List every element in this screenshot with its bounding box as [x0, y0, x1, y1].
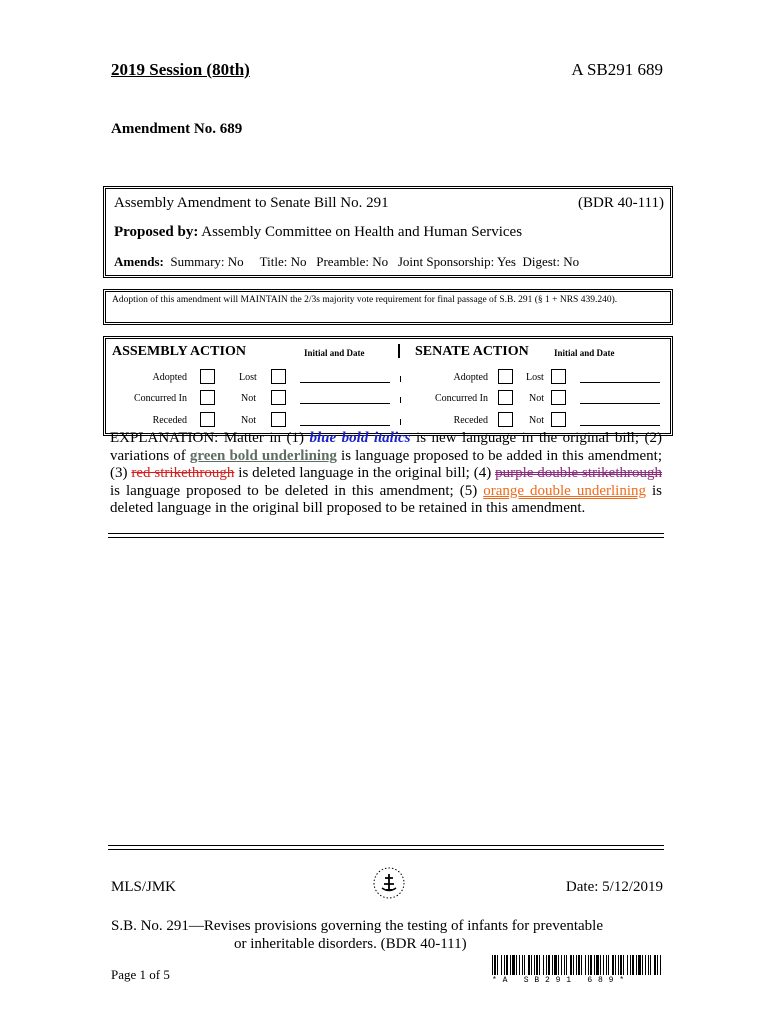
- senate-adopted-label: Adopted: [453, 372, 488, 383]
- assembly-concurred-not-label: Not: [241, 393, 256, 404]
- barcode-bar: [492, 955, 493, 975]
- assembly-action-title: ASSEMBLY ACTION: [112, 344, 246, 359]
- barcode-bar: [504, 955, 505, 975]
- barcode-bar: [578, 955, 580, 975]
- bill-summary-line-2: or inheritable disorders. (BDR 40-111): [234, 936, 467, 952]
- document-code: A SB291 689: [571, 60, 663, 79]
- senate-receded-signature-line[interactable]: [580, 425, 660, 426]
- assembly-concurred-checkbox[interactable]: [200, 390, 215, 405]
- amendment-number: Amendment No. 689: [111, 121, 243, 137]
- senate-concurred-label: Concurred In: [434, 393, 488, 404]
- amends-value: Summary: No Title: No Preamble: No Joint Sponsorship: Yes Digest: No: [163, 254, 580, 269]
- barcode-bar: [618, 955, 619, 975]
- explanation-text: is deleted language in the original bill proposed to be retained in this amendment.: [110, 482, 663, 517]
- senate-receded-checkbox[interactable]: [498, 412, 513, 427]
- barcode-bar: [564, 955, 565, 975]
- barcode-bar: [645, 955, 646, 975]
- vote-notice-text: Adoption of this amendment will MAINTAIN the 2/3s majority vote requirement for final passage of S.B. 291 (§ 1 + NRS 439.240).: [112, 295, 618, 305]
- explanation-text: is deleted language in the original bill; (4): [234, 465, 496, 482]
- barcode-bar: [534, 955, 535, 975]
- assembly-lost-checkbox[interactable]: [271, 369, 286, 384]
- assembly-receded-signature-line[interactable]: [300, 425, 390, 426]
- barcode-bar: [654, 955, 656, 975]
- barcode-bar: [650, 955, 651, 975]
- amendment-title: Assembly Amendment to Senate Bill No. 291: [114, 195, 389, 211]
- barcode-bar: [497, 955, 498, 975]
- barcode-bar: [510, 955, 511, 975]
- assembly-adopted-label: Adopted: [152, 372, 187, 383]
- barcode-text: * A S B 2 9 1 6 8 9 *: [492, 976, 625, 985]
- action-box: [103, 336, 673, 436]
- assembly-adopted-signature-line[interactable]: [300, 382, 390, 383]
- senate-lost-label: Lost: [526, 372, 544, 383]
- explanation-text: EXPLANATION: Matter in (1): [110, 430, 310, 446]
- barcode-bar: [603, 955, 604, 975]
- barcode-bar: [501, 955, 502, 975]
- barcode-bar: [627, 955, 628, 975]
- senate-action-title: SENATE ACTION: [415, 344, 529, 359]
- barcode-bar: [638, 955, 641, 975]
- barcode-bar: [554, 955, 557, 975]
- explanation-paragraph: [110, 430, 662, 518]
- barcode-bar: [570, 955, 572, 975]
- action-divider: [398, 344, 400, 358]
- drafter-initials: MLS/JMK: [111, 879, 177, 895]
- assembly-concurred-label: Concurred In: [133, 393, 187, 404]
- barcode-icon: [492, 955, 662, 975]
- barcode-bar: [573, 955, 574, 975]
- barcode-bar: [539, 955, 540, 975]
- senate-adopted-signature-line[interactable]: [580, 382, 660, 383]
- barcode-bar: [512, 955, 515, 975]
- amends-line: [114, 254, 579, 270]
- explanation-text: is language proposed to be added in this amendment; (3): [110, 447, 662, 482]
- barcode-bar: [636, 955, 637, 975]
- state-seal-icon: [372, 866, 406, 900]
- bill-summary-line-1: S.B. No. 291—Revises provisions governing the testing of infants for preventable: [111, 918, 604, 934]
- barcode-bar: [596, 955, 599, 975]
- barcode-bar: [612, 955, 614, 975]
- assembly-lost-label: Lost: [239, 372, 257, 383]
- barcode-bar: [585, 955, 586, 975]
- barcode-bar: [660, 955, 661, 975]
- legend-red-strikethrough: red strikethrough: [131, 465, 235, 482]
- separator-tick: [400, 376, 401, 382]
- senate-receded-label: Receded: [453, 415, 488, 426]
- barcode-bar: [657, 955, 658, 975]
- proposed-by-value: Assembly Committee on Health and Human Services: [201, 224, 523, 240]
- barcode-bar: [642, 955, 643, 975]
- barcode-bar: [561, 955, 562, 975]
- barcode-bar: [524, 955, 525, 975]
- assembly-receded-checkbox[interactable]: [200, 412, 215, 427]
- barcode-bar: [590, 955, 592, 975]
- barcode-bar: [600, 955, 601, 975]
- barcode-bar: [516, 955, 517, 975]
- assembly-initial-date-label: Initial and Date: [304, 348, 365, 358]
- section-divider: [108, 533, 664, 538]
- barcode-bar: [606, 955, 607, 975]
- assembly-receded-not-checkbox[interactable]: [271, 412, 286, 427]
- barcode-bar: [630, 955, 631, 975]
- legend-green-bold-underlining: green bold underlining: [189, 447, 337, 464]
- barcode-bar: [632, 955, 634, 975]
- barcode-bar: [588, 955, 589, 975]
- barcode-bar: [519, 955, 520, 975]
- barcode-bar: [536, 955, 538, 975]
- amendment-info-box: [103, 186, 673, 278]
- barcode-bar: [543, 955, 544, 975]
- senate-concurred-not-label: Not: [529, 393, 544, 404]
- barcode-bar: [648, 955, 649, 975]
- barcode-bar: [522, 955, 523, 975]
- separator-tick: [400, 397, 401, 403]
- senate-receded-not-label: Not: [529, 415, 544, 426]
- senate-receded-not-checkbox[interactable]: [551, 412, 566, 427]
- explanation-text: is new language in the original bill; (2) variations of: [110, 430, 663, 464]
- assembly-receded-label: Receded: [152, 415, 187, 426]
- senate-adopted-checkbox[interactable]: [498, 369, 513, 384]
- assembly-receded-not-label: Not: [241, 415, 256, 426]
- separator-tick: [400, 419, 401, 425]
- barcode-bar: [548, 955, 550, 975]
- barcode-bar: [566, 955, 567, 975]
- senate-concurred-checkbox[interactable]: [498, 390, 513, 405]
- barcode-bar: [576, 955, 577, 975]
- senate-lost-checkbox[interactable]: [551, 369, 566, 384]
- proposed-by: [114, 224, 522, 241]
- assembly-concurred-signature-line[interactable]: [300, 403, 390, 404]
- barcode-bar: [623, 955, 624, 975]
- barcode-bar: [615, 955, 616, 975]
- legend-blue-bold-italics: blue bold italics: [309, 430, 411, 446]
- bill-summary: [111, 917, 671, 953]
- barcode-bar: [620, 955, 622, 975]
- proposed-by-label: Proposed by:: [114, 224, 199, 240]
- page-number: Page 1 of 5: [111, 967, 170, 982]
- barcode-bar: [506, 955, 508, 975]
- barcode-bar: [558, 955, 559, 975]
- barcode-bar: [546, 955, 547, 975]
- senate-initial-date-label: Initial and Date: [554, 348, 615, 358]
- barcode-bar: [528, 955, 530, 975]
- assembly-adopted-checkbox[interactable]: [200, 369, 215, 384]
- senate-concurred-signature-line[interactable]: [580, 403, 660, 404]
- explanation-text: is language proposed to be deleted in this amendment; (5): [110, 482, 484, 499]
- footer-divider: [108, 845, 664, 850]
- bdr-number: (BDR 40-111): [578, 195, 664, 211]
- assembly-concurred-not-checkbox[interactable]: [271, 390, 286, 405]
- legend-orange-double-underlining: orange double underlining: [483, 482, 646, 499]
- legend-purple-double-strikethrough: purple double strikethrough: [495, 465, 663, 482]
- barcode-bar: [552, 955, 553, 975]
- session-heading: 2019 Session (80th): [111, 60, 250, 79]
- amendment-date: Date: 5/12/2019: [565, 879, 663, 895]
- vote-notice-box: [103, 289, 673, 325]
- barcode-bar: [494, 955, 496, 975]
- barcode-bar: [594, 955, 595, 975]
- barcode-bar: [608, 955, 609, 975]
- barcode-bar: [581, 955, 582, 975]
- senate-concurred-not-checkbox[interactable]: [551, 390, 566, 405]
- barcode-bar: [531, 955, 532, 975]
- amends-label: Amends:: [114, 254, 164, 269]
